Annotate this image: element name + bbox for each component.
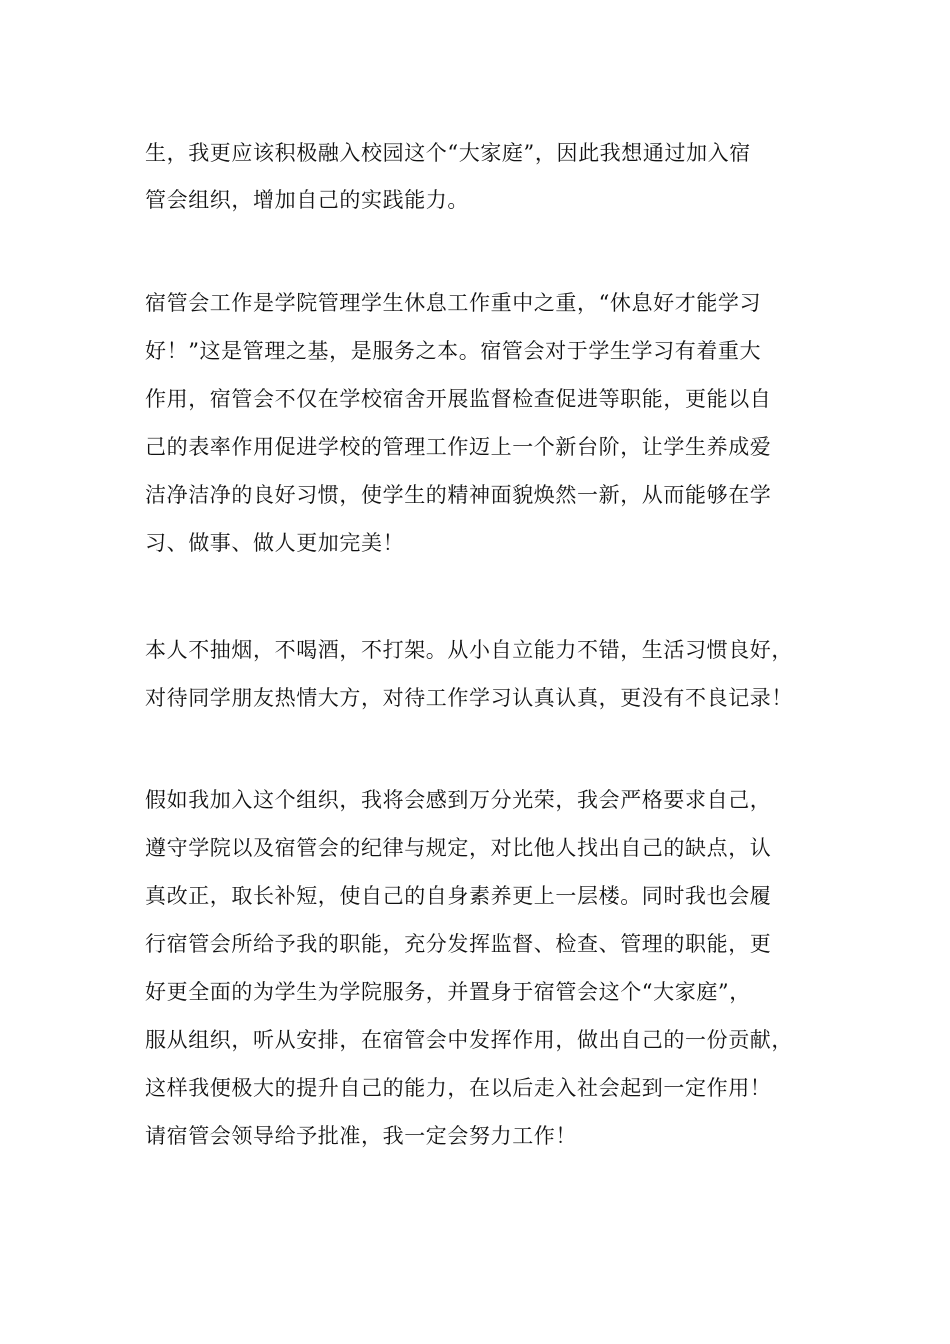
paragraph-4-line-6: 服从组织，听从安排，在宿管会中发挥作用，做出自己的一份贡献， [145, 1028, 793, 1052]
paragraph-2-line-3: 作用，宿管会不仅在学校宿舍开展监督检查促进等职能，更能以自 [145, 387, 772, 411]
paragraph-4-line-4: 行宿管会所给予我的职能，充分发挥监督、检查、管理的职能，更 [145, 932, 772, 956]
paragraph-4-line-8: 请宿管会领导给予批准，我一定会努力工作！ [145, 1124, 577, 1148]
paragraph-4-line-1: 假如我加入这个组织，我将会感到万分光荣，我会严格要求自己， [145, 788, 772, 812]
paragraph-2-line-5: 洁净洁净的良好习惯，使学生的精神面貌焕然一新，从而能够在学 [145, 483, 772, 507]
paragraph-3-line-1: 本人不抽烟，不喝酒，不打架。从小自立能力不错，生活习惯良好， [145, 638, 793, 662]
paragraph-1-line-2: 管会组织，增加自己的实践能力。 [145, 188, 469, 212]
paragraph-2-line-1: 宿管会工作是学院管理学生休息工作重中之重，“休息好才能学习 [145, 291, 762, 315]
paragraph-4-line-3: 真改正，取长补短，使自己的自身素养更上一层楼。同时我也会履 [145, 884, 772, 908]
paragraph-4-line-7: 这样我便极大的提升自己的能力，在以后走入社会起到一定作用！ [145, 1076, 772, 1100]
paragraph-1-line-1: 生，我更应该积极融入校园这个“大家庭”，因此我想通过加入宿 [145, 141, 751, 165]
paragraph-3-line-2: 对待同学朋友热情大方，对待工作学习认真认真，更没有不良记录！ [145, 686, 793, 710]
paragraph-4-line-2: 遵守学院以及宿管会的纪律与规定，对比他人找出自己的缺点，认 [145, 836, 772, 860]
paragraph-2-line-2: 好！”这是管理之基，是服务之本。宿管会对于学生学习有着重大 [145, 339, 762, 363]
paragraph-2-line-4: 己的表率作用促进学校的管理工作迈上一个新台阶，让学生养成爱 [145, 435, 772, 459]
paragraph-4-line-5: 好更全面的为学生为学院服务，并置身于宿管会这个“大家庭”， [145, 980, 751, 1004]
paragraph-2-line-6: 习、做事、做人更加完美！ [145, 531, 405, 555]
